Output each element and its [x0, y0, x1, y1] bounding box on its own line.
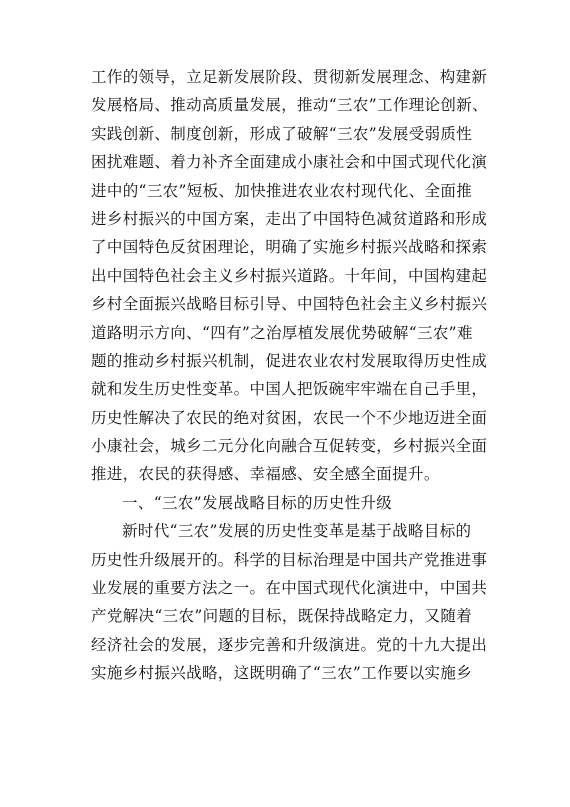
section-heading: 一、“三农”发展战略目标的历史性升级 — [122, 493, 393, 512]
paragraph-line: 业发展的重要方法之一。在中国式现代化演进中，中国共 — [91, 579, 488, 598]
paragraph-line: 道路明示方向、“四有”之治厚植发展优势破解“三农”难 — [91, 323, 473, 342]
paragraph-line: 产党解决“三农”问题的目标，既保持战略定力，又随着 — [91, 607, 473, 626]
paragraph-line: 小康社会，城乡二元分化向融合互促转变，乡村振兴全面 — [91, 437, 488, 456]
paragraph-line: 出中国特色社会主义乡村振兴道路。十年间，中国构建起 — [91, 266, 488, 285]
paragraph-line: 乡村全面振兴战略目标引导、中国特色社会主义乡村振兴 — [91, 295, 488, 314]
paragraph-line: 历史性升级展开的。科学的目标治理是中国共产党推进事 — [91, 550, 488, 569]
paragraph-line: 新时代“三农”发展的历史性变革是基于战略目标的 — [122, 522, 472, 541]
paragraph-line: 工作的领导，立足新发展阶段、贯彻新发展理念、构建新 — [91, 68, 488, 86]
paragraph-line: 推进，农民的获得感、幸福感、安全感全面提升。 — [91, 465, 440, 484]
paragraph-line: 就和发生历史性变革。中国人把饭碗牢牢端在自己手里， — [91, 380, 488, 399]
paragraph-line: 困扰难题、着力补齐全面建成小康社会和中国式现代化演 — [91, 153, 488, 172]
paragraph-line: 题的推动乡村振兴机制，促进农业农村发展取得历史性成 — [91, 351, 488, 370]
paragraph-line: 历史性解决了农民的绝对贫困，农民一个不少地迈进全面 — [91, 408, 488, 427]
paragraph-line: 发展格局、推动高质量发展，推动“三农”工作理论创新、 — [91, 96, 488, 115]
paragraph-line: 了中国特色反贫困理论，明确了实施乡村振兴战略和探索 — [91, 238, 488, 257]
body-text — [91, 63, 491, 688]
paragraph-line: 进乡村振兴的中国方案，走出了中国特色减贫道路和形成 — [91, 209, 488, 228]
paragraph-line: 实施乡村振兴战略，这既明确了“三农”工作要以实施乡 — [91, 664, 473, 683]
paragraph-line: 经济社会的发展，逐步完善和升级演进。党的十九大提出 — [91, 635, 488, 654]
paragraph-line: 进中的“三农”短板、加快推进农业农村现代化、全面推 — [91, 181, 473, 200]
paragraph-line: 实践创新、制度创新，形成了破解“三农”发展受弱质性 — [91, 124, 473, 143]
